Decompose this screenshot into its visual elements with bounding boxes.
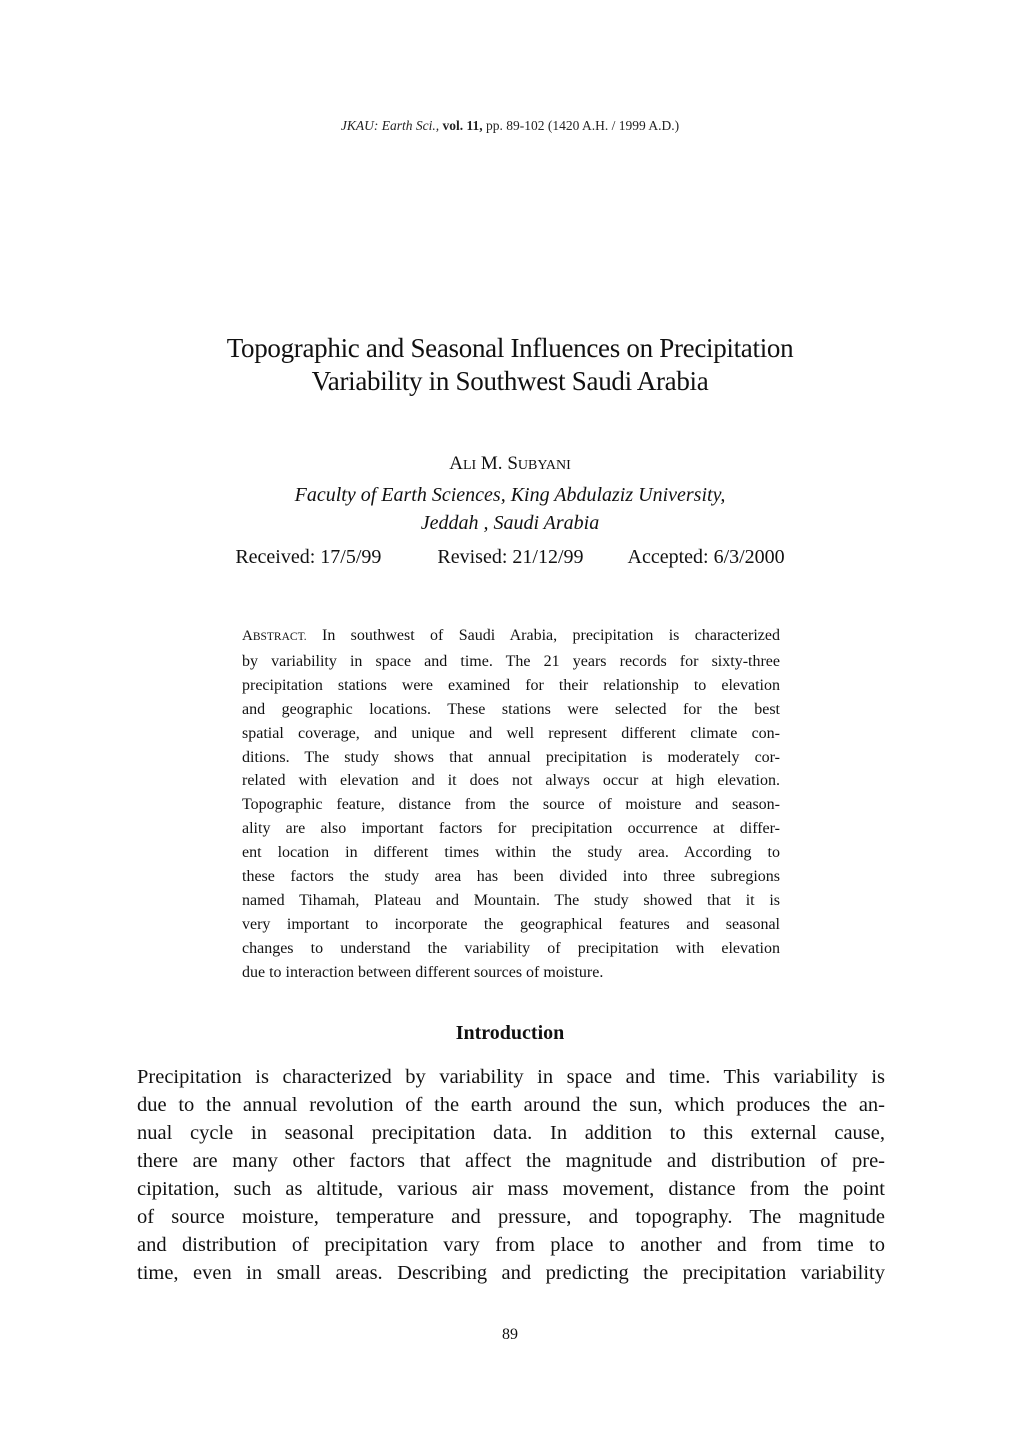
page-number: 89 bbox=[502, 1326, 518, 1343]
revised-date: Revised: 21/12/99 bbox=[437, 546, 584, 568]
body-line: nual cycle in seasonal precipitation data. In addition to this external cause, bbox=[137, 1122, 885, 1144]
journal-volume: vol. 11, bbox=[442, 118, 483, 133]
abstract-line: ditions. The study shows that annual precipitation is moderately cor- bbox=[242, 748, 780, 766]
received-date: Received: 17/5/99 bbox=[235, 546, 382, 568]
abstract-line: due to interaction between different sources of moisture. bbox=[242, 963, 604, 981]
abstract-line: and geographic locations. These stations were selected for the best bbox=[242, 700, 780, 718]
body-line: due to the annual revolution of the earth around the sun, which produces the an- bbox=[137, 1094, 885, 1116]
accepted-date: Accepted: 6/3/2000 bbox=[627, 546, 785, 568]
body-line: there are many other factors that affect the magnitude and distribution of pre- bbox=[137, 1150, 885, 1172]
body-line: time, even in small areas. Describing and predicting the precipitation variability bbox=[137, 1262, 885, 1284]
author-name: ALI M. SUBYANI bbox=[449, 453, 571, 474]
abstract-line: changes to understand the variability of precipitation with elevation bbox=[242, 939, 780, 957]
journal-name: JKAU: Earth Sci., bbox=[340, 118, 440, 133]
abstract-line: these factors the study area has been divided into three subregions bbox=[242, 868, 780, 886]
abstract-line: related with elevation and it does not always occur at high elevation. bbox=[242, 772, 780, 790]
running-head bbox=[0, 118, 1020, 134]
body-line: Precipitation is characterized by variability in space and time. This variability is bbox=[137, 1066, 885, 1088]
abstract-line: named Tihamah, Plateau and Mountain. The study showed that it is bbox=[242, 891, 780, 909]
paper-title-line-2: Variability in Southwest Saudi Arabia bbox=[311, 366, 709, 396]
abstract bbox=[242, 624, 780, 985]
abstract-line: very important to incorporate the geographical features and seasonal bbox=[242, 915, 780, 933]
abstract-line: precipitation stations were examined for their relationship to elevation bbox=[242, 676, 780, 694]
submission-dates bbox=[0, 546, 1020, 569]
abstract-line: spatial coverage, and unique and well represent different climate con- bbox=[242, 724, 780, 742]
abstract-line: ality are also important factors for precipitation occurrence at differ- bbox=[242, 820, 780, 838]
abstract-line: by variability in space and time. The 21 years records for sixty-three bbox=[242, 652, 780, 670]
affiliation-line-1: Faculty of Earth Sciences, King Abdulaziz University, bbox=[294, 484, 726, 506]
journal-pages-date: pp. 89-102 (1420 A.H. / 1999 A.D.) bbox=[486, 118, 680, 133]
body-line: cipitation, such as altitude, various air mass movement, distance from the point bbox=[137, 1178, 885, 1200]
abstract-line: ent location in different times within the study area. According to bbox=[242, 844, 780, 862]
abstract-line: ABSTRACT. In southwest of Saudi Arabia, precipitation is characterized bbox=[242, 627, 780, 644]
paper-title-line-1: Topographic and Seasonal Influences on Precipitation bbox=[226, 333, 794, 363]
body-line: and distribution of precipitation vary from place to another and from time to bbox=[137, 1234, 885, 1256]
abstract-label: A bbox=[242, 628, 253, 644]
author-affiliation bbox=[0, 481, 1020, 537]
section-heading-introduction: Introduction bbox=[455, 1022, 565, 1044]
paper-title bbox=[0, 332, 1020, 398]
body-line: of source moisture, temperature and pressure, and topography. The magnitude bbox=[137, 1206, 885, 1228]
abstract-line: Topographic feature, distance from the source of moisture and season- bbox=[242, 796, 780, 814]
affiliation-line-2: Jeddah , Saudi Arabia bbox=[420, 512, 600, 534]
introduction-body bbox=[137, 1063, 885, 1287]
